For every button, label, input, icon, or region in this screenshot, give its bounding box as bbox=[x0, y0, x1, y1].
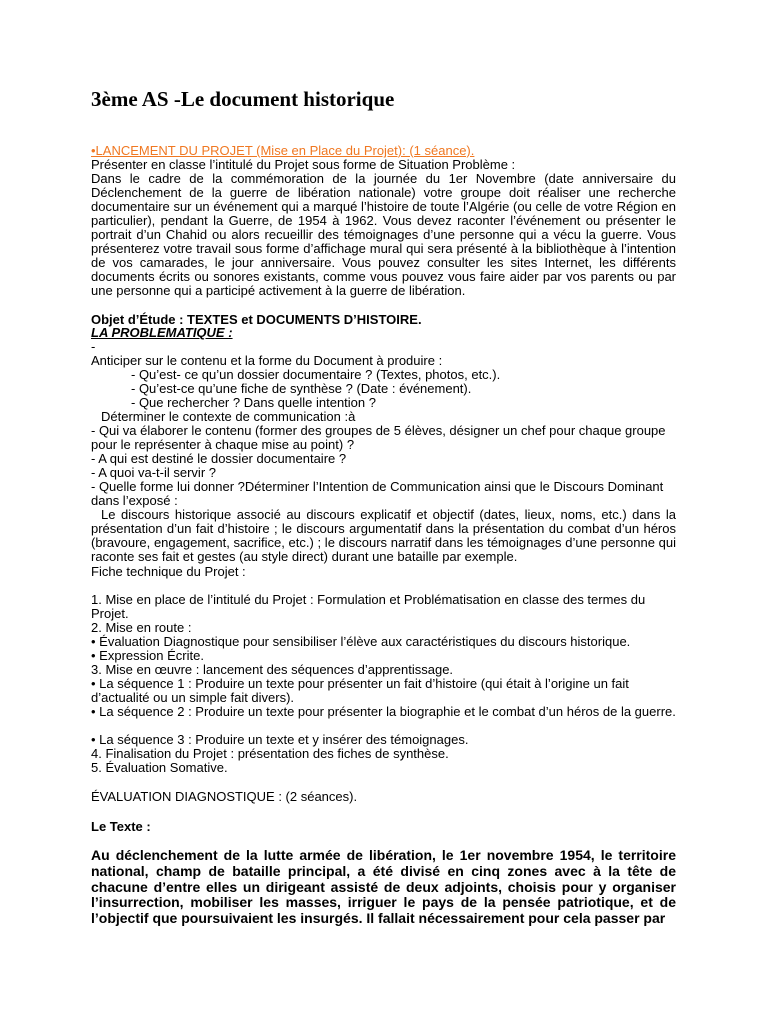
step-item: • La séquence 1 : Produire un texte pour présenter un fait d’histoire (qui était à l’origine un fait d’actualité ou un simple fait divers). bbox=[91, 676, 629, 705]
fiche-technique-heading: Fiche technique du Projet : bbox=[91, 564, 246, 579]
step-item: 5. Évaluation Somative. bbox=[91, 760, 228, 775]
step-item: • Évaluation Diagnostique pour sensibiliser l’élève aux caractéristiques du discours historique. bbox=[91, 634, 631, 649]
step-item: 1. Mise en place de l’intitulé du Projet : Formulation et Problématisation en classe des termes du Projet. bbox=[91, 592, 646, 621]
texte-heading: Le Texte : bbox=[91, 819, 151, 834]
anticiper-line: Anticiper sur le contenu et la forme du Document à produire : bbox=[91, 353, 443, 368]
step-item: • La séquence 2 : Produire un texte pour présenter la biographie et le combat d’un héros de la guerre. bbox=[91, 704, 676, 719]
dash-line: - bbox=[91, 339, 96, 354]
intro-line: Présenter en classe l’intitulé du Projet sous forme de Situation Problème : bbox=[91, 157, 516, 172]
document-title: 3ème AS -Le document historique bbox=[91, 87, 395, 111]
task-item: - A qui est destiné le dossier documentaire ? bbox=[91, 451, 347, 466]
step-item: 2. Mise en route : bbox=[91, 620, 192, 635]
step-item: 4. Finalisation du Projet : présentation des fiches de synthèse. bbox=[91, 746, 449, 761]
step-item: • La séquence 3 : Produire un texte et y insérer des témoignages. bbox=[91, 732, 469, 747]
step-item: • Expression Écrite. bbox=[91, 648, 204, 663]
intro-paragraph: Dans le cadre de la commémoration de la journée du 1er Novembre (date anniversaire du Déclenchement de la guerre de libération nationale) votre groupe doit réaliser une recherche documentaire sur un événement qui a marqué l’histoire de toute l’Algérie (ou celle de votre Région en particulier), pendant la Guerre, de 1954 à 1962. Vous devez raconter l’événement ou présenter le portrait d’un Chahid ou alors recueillir des témoignages d’une personne qui a vécu la guerre. Vous présenterez votre travail sous forme d’affichage mural qui sera présenté à la bibliothèque à l’intention de vos camarades, le jour anniversaire. Vous pouvez consulter les sites Internet, les différents documents écrits ou sonores existants, comme vous pouvez vous faire aider par vos parents ou par une personne qui a participé activement à la guerre de libération. bbox=[91, 171, 676, 298]
task-item: - A quoi va-t-il servir ? bbox=[91, 465, 216, 480]
texte-paragraph: Au déclenchement de la lutte armée de libération, le 1er novembre 1954, le territoire national, champ de bataille principal, a été divisé en cinq zones avec à la tête de chacune d’entre elles un dirigeant assisté de deux adjoints, choisis pour y organiser l’insurrection, mobiliser les masses, irriguer le pays de la pensée patriotique, et de l’objectif que poursuivaient les insurgés. Il fallait nécessairement pour cela passer par bbox=[91, 847, 676, 927]
evaluation-heading: ÉVALUATION DIAGNOSTIQUE : (2 séances). bbox=[91, 789, 358, 804]
step-item: 3. Mise en œuvre : lancement des séquences d’apprentissage. bbox=[91, 662, 454, 677]
launch-heading-link[interactable]: •LANCEMENT DU PROJET (Mise en Place du Projet): (1 séance). bbox=[91, 143, 475, 158]
problematique-heading: LA PROBLEMATIQUE : bbox=[91, 325, 233, 340]
determiner-line: Déterminer le contexte de communication :à bbox=[101, 409, 356, 424]
question-item: - Que rechercher ? Dans quelle intention ? bbox=[131, 395, 376, 410]
discours-paragraph: Le discours historique associé au discours explicatif et objectif (dates, lieux, noms, etc.) dans la présentation d’un fait d’histoire ; le discours argumentatif dans la présentation du combat d’un héros (bravoure, engagement, sacrifice, etc.) ; le discours narratif dans les témoignages d’une personne qui raconte ses fait et gestes (au style direct) durant une bataille par exemple. bbox=[91, 507, 676, 564]
task-item: - Qui va élaborer le contenu (former des groupes de 5 élèves, désigner un chef pour chaque groupe pour le représenter à chaque mise au point) ? bbox=[91, 423, 666, 452]
question-item: - Qu’est-ce qu’une fiche de synthèse ? (Date : événement). bbox=[131, 381, 472, 396]
question-item: - Qu’est- ce qu’un dossier documentaire ? (Textes, photos, etc.). bbox=[131, 367, 501, 382]
object-study-heading: Objet d’Étude : TEXTES et DOCUMENTS D’HISTOIRE. bbox=[91, 312, 422, 327]
task-item: - Quelle forme lui donner ?Déterminer l’Intention de Communication ainsi que le Discours Dominant dans l’exposé : bbox=[91, 479, 664, 508]
